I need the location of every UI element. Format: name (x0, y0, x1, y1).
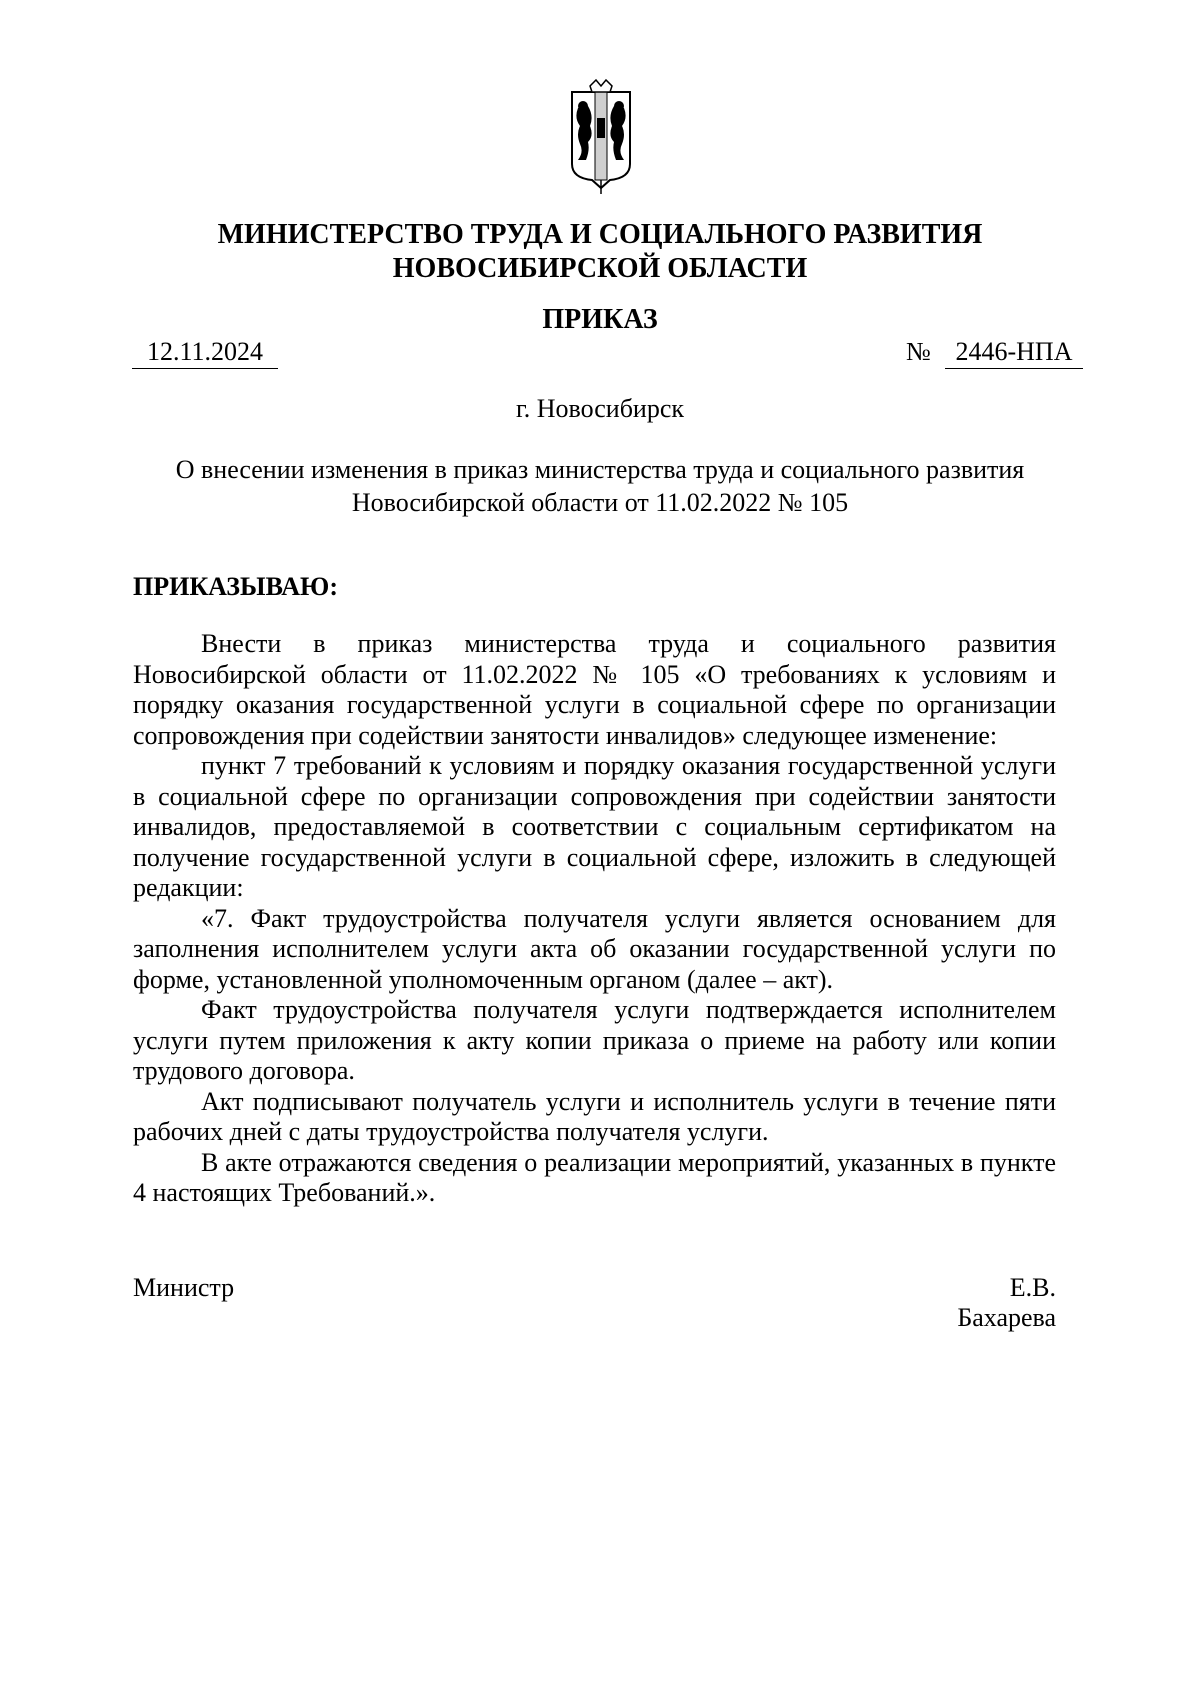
ministry-name (0, 218, 1200, 286)
number-sign: № (906, 337, 931, 366)
document-body (133, 629, 1056, 1209)
body-paragraph: Факт трудоустройства получателя услуги подтверждается исполнителем услуги путем приложения к акту копии приказа о приеме на работу или копии трудового договора. (133, 995, 1056, 1085)
order-word: ПРИКАЗЫВАЮ: (133, 572, 338, 601)
document-type: ПРИКАЗ (542, 304, 658, 335)
subject-line-2: Новосибирской области от 11.02.2022 № 105 (351, 488, 849, 517)
signatory-name: Е.В. Бахарева (957, 1273, 1056, 1332)
document-subject (0, 453, 1200, 519)
body-paragraph: Акт подписывают получатель услуги и исполнитель услуги в течение пяти рабочих дней с даты трудоустройства получателя услуги. (133, 1086, 1056, 1146)
body-paragraph: пункт 7 требований к условиям и порядку оказания государственной услуги в социальной сфере по организации сопровождения при содействии занятости инвалидов, предоставляемой в соответствии с социальным сертификатом на получение государственной услуги в социальной сфере, изложить в следующей редакции: (133, 751, 1056, 902)
body-paragraph: Внести в приказ министерства труда и социального развития Новосибирской области от 11.02.2022 № 105 «О требованиях к условиям и порядку оказания государственной услуги в социальной сфере по организации сопровождения при содействии занятости инвалидов» следующее изменение: (133, 629, 1056, 750)
ministry-line-2: НОВОСИБИРСКОЙ ОБЛАСТИ (392, 253, 808, 284)
subject-line-1: О внесении изменения в приказ министерства труда и социального развития (175, 455, 1025, 484)
body-paragraph: «7. Факт трудоустройства получателя услуги является основанием для заполнения исполнителем услуги акта об оказании государственной услуги по форме, установленной уполномоченным органом (далее – акт). (133, 903, 1056, 994)
document-date: 12.11.2024 (132, 337, 278, 369)
ministry-line-1: МИНИСТЕРСТВО ТРУДА И СОЦИАЛЬНОГО РАЗВИТИЯ (217, 219, 983, 250)
signatory-title: Министр (133, 1273, 235, 1302)
body-paragraph: В акте отражаются сведения о реализации мероприятий, указанных в пункте 4 настоящих Требований.». (133, 1147, 1056, 1207)
city: г. Новосибирск (515, 394, 685, 423)
coat-of-arms-icon (566, 78, 636, 196)
document-number: 2446-НПА (945, 337, 1083, 369)
